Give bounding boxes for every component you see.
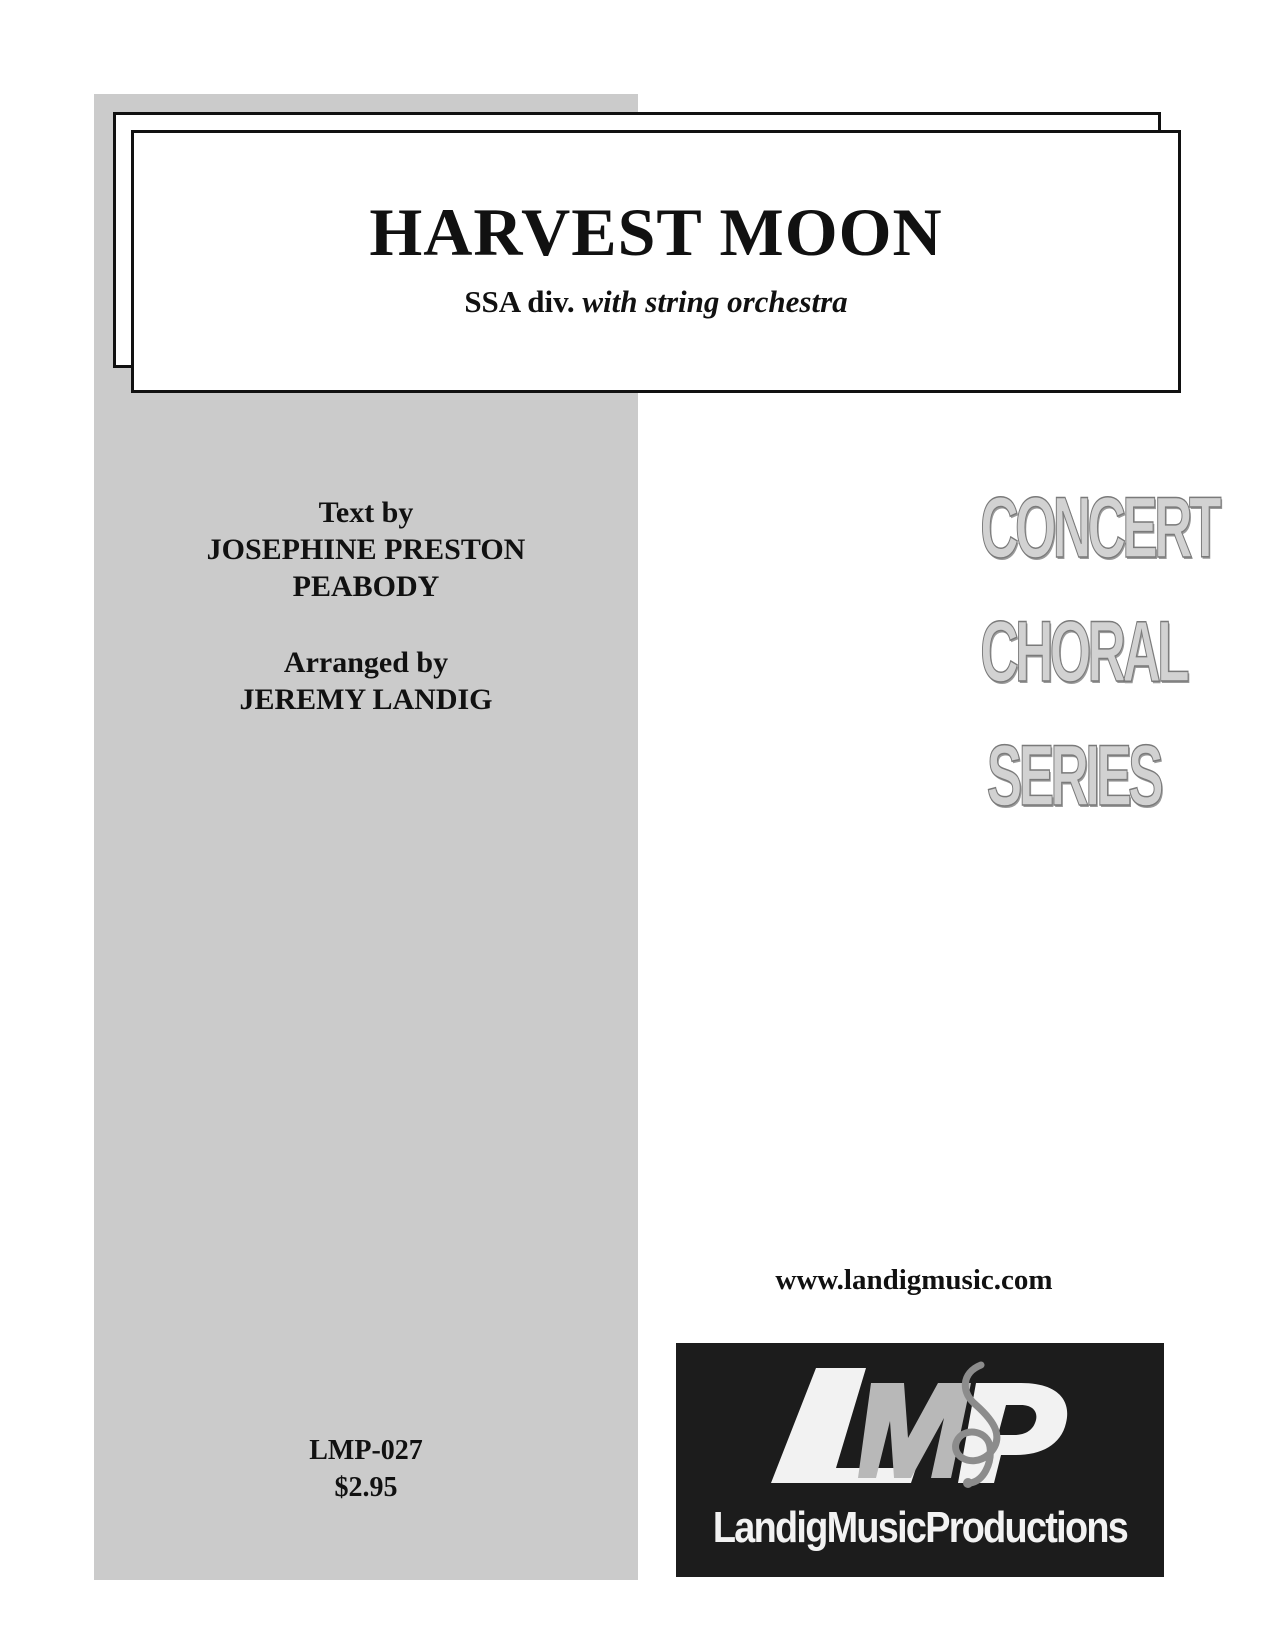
catalog-info — [94, 1432, 638, 1506]
publisher-logo — [676, 1343, 1164, 1577]
arranger-name: JEREMY LANDIG — [239, 683, 493, 716]
series-line1: CONCERT — [980, 480, 1218, 576]
catalog-number: LMP-027 — [309, 1435, 423, 1466]
voicing-label: SSA div. — [464, 284, 575, 319]
series-heading — [980, 466, 1218, 838]
instrumentation-label: with string orchestra — [582, 284, 848, 319]
lmp-logo-mark — [676, 1343, 1164, 1503]
series-line2: CHORAL — [980, 604, 1186, 700]
piece-title: HARVEST MOON — [369, 194, 943, 270]
text-by-label: Text by — [318, 496, 414, 529]
arranger-credit — [94, 644, 638, 718]
text-author-line1: JOSEPHINE PRESTON — [206, 533, 526, 566]
price: $2.95 — [334, 1472, 398, 1503]
publisher-name: LandigMusicProductions — [712, 1503, 1128, 1552]
text-credit — [94, 494, 638, 605]
series-line3: SERIES — [986, 728, 1160, 824]
arranged-by-label: Arranged by — [283, 646, 449, 679]
text-author-line2: PEABODY — [292, 570, 440, 603]
logo-letter-m — [858, 1383, 971, 1478]
voicing-subtitle — [131, 286, 1181, 317]
website-link[interactable]: www.landigmusic.com — [775, 1264, 1053, 1296]
